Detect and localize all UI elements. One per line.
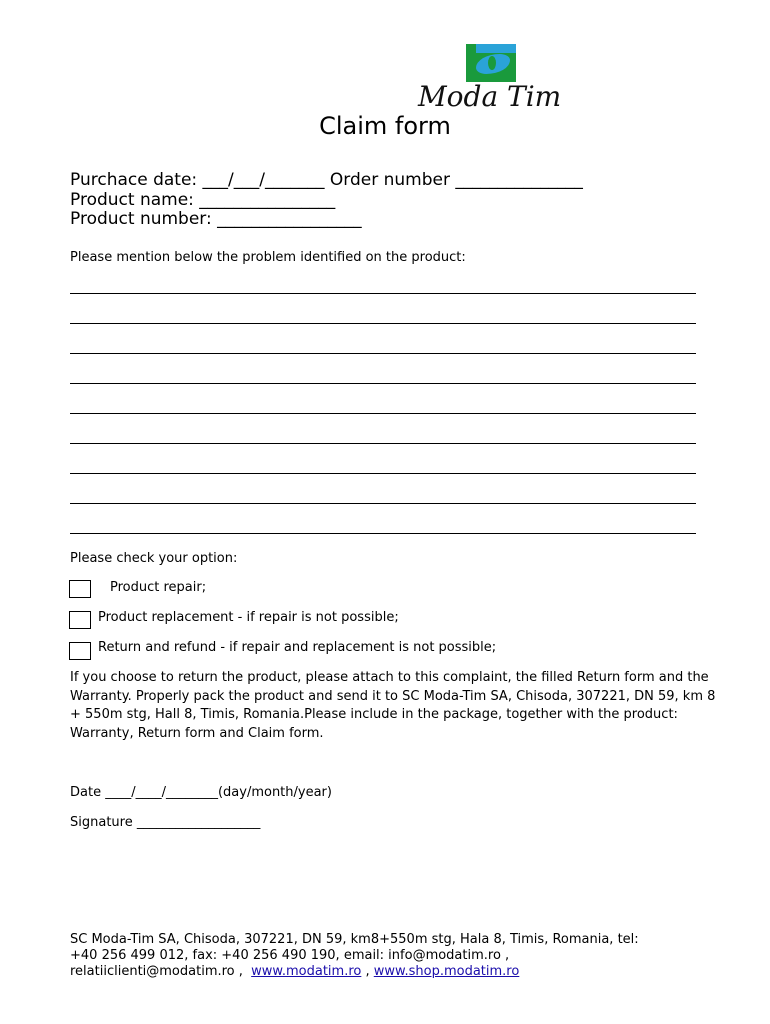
return-instructions: If you choose to return the product, please attach to this complaint, the filled Return form and the Warranty. Properly pack the product and send it to SC Moda-Tim SA, Chisoda, 307221, DN 59, km 8 + 550m stg, Hall 8, Timis, Romania.Please include in the package, together with the product: Warranty, Return form and Claim form.: [70, 670, 716, 741]
repair-checkbox[interactable]: [69, 580, 91, 598]
footer-line-3: [70, 964, 720, 980]
problem-line[interactable]: [70, 443, 696, 444]
problem-line[interactable]: [70, 413, 696, 414]
problem-line[interactable]: [70, 473, 696, 474]
problem-line[interactable]: [70, 383, 696, 384]
repair-option-label: Product repair;: [110, 580, 207, 595]
replacement-checkbox[interactable]: [69, 611, 91, 629]
date-field-line[interactable]: Date ____/____/________(day/month/year): [70, 785, 332, 800]
problem-line[interactable]: [70, 353, 696, 354]
company-footer: [70, 932, 720, 980]
shop-website-link[interactable]: www.shop.modatim.ro: [373, 964, 520, 979]
product-name-line[interactable]: Product name: ________________: [70, 190, 336, 210]
footer-line-2: +40 256 499 012, fax: +40 256 490 190, email: info@modatim.ro ,: [70, 948, 510, 963]
purchase-order-line[interactable]: Purchace date: ___/___/_______ Order number _______________: [70, 170, 583, 190]
footer-email: relatiiclienti@modatim.ro ,: [70, 964, 252, 979]
refund-checkbox[interactable]: [69, 642, 91, 660]
footer-line-1: SC Moda-Tim SA, Chisoda, 307221, DN 59, km8+550m stg, Hala 8, Timis, Romania, tel:: [70, 932, 639, 947]
problem-line[interactable]: [70, 293, 696, 294]
moda-tim-logo: [418, 42, 562, 114]
problem-line[interactable]: [70, 533, 696, 534]
page-title: Claim form: [319, 112, 451, 140]
signature-field-line[interactable]: Signature ___________________: [70, 815, 261, 830]
product-number-line[interactable]: Product number: _________________: [70, 209, 362, 229]
replacement-option-label: Product replacement - if repair is not possible;: [98, 610, 399, 625]
website-link[interactable]: www.modatim.ro: [251, 964, 362, 979]
check-prompt: Please check your option:: [70, 551, 238, 566]
problem-prompt: Please mention below the problem identified on the product:: [70, 250, 466, 265]
logo-wordmark: Moda Tim: [418, 80, 562, 113]
problem-line[interactable]: [70, 503, 696, 504]
problem-line[interactable]: [70, 323, 696, 324]
link-separator: ,: [361, 964, 374, 979]
refund-option-label: Return and refund - if repair and replacement is not possible;: [98, 640, 497, 655]
logo-eye-icon: [466, 44, 516, 82]
